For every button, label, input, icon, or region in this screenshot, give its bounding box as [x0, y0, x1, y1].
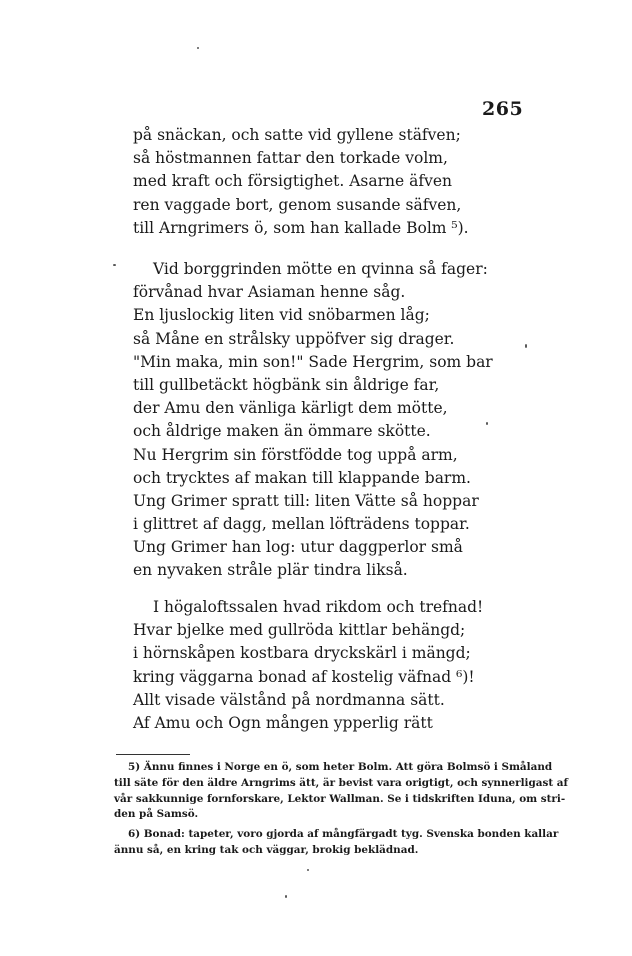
verse-line: i glittret af dagg, mellan löfträdens toppar. [133, 515, 470, 534]
verse-line: en nyvaken stråle plär tindra likså. [133, 561, 408, 580]
stanza-3 [133, 596, 513, 735]
verse-line: så Måne en strålsky uppöfver sig drager. [133, 329, 455, 348]
verse-line: kring väggarna bonad af kostelig väfnad ⁶)! [133, 667, 475, 686]
print-speck [113, 264, 116, 266]
footnote-line: vår sakkunnige fornforskare, Lektor Wallman. Se i tidskriften Iduna, om stri- [114, 792, 566, 805]
verse-line: En ljuslockig liten vid snöbarmen låg; [133, 306, 430, 325]
verse-line: Nu Hergrim sin förstfödde tog uppå arm, [133, 445, 458, 464]
verse-line: Allt visade välstånd på nordmanna sätt. [133, 690, 445, 709]
stanza-1 [133, 124, 513, 240]
footnote-line: den på Samsö. [114, 808, 199, 821]
footnote-5 [114, 760, 568, 823]
verse-line: förvånad hvar Asiaman henne såg. [133, 283, 406, 302]
stanza-2 [133, 258, 513, 583]
verse-line: och åldrige maken än ömmare skötte. [133, 422, 431, 441]
verse-line: "Min maka, min son!" Sade Hergrim, som bar [133, 352, 493, 371]
verse-line: I högaloftssalen hvad rikdom och trefnad! [153, 598, 484, 616]
verse-line: till Arngrimers ö, som han kallade Bolm ⁵). [133, 218, 469, 237]
verse-line: Vid borggrinden mötte en qvinna så fager: [153, 260, 488, 278]
footnote-line: ännu så, en kring tak och väggar, brokig beklädnad. [114, 843, 419, 856]
footnote-6 [114, 827, 559, 859]
verse-line: Ung Grimer spratt till: liten Vätte så hoppar [133, 491, 479, 510]
verse-line: Hvar bjelke med gullröda kittlar behängd; [133, 621, 466, 640]
print-speck [486, 422, 488, 425]
footnotes [114, 760, 568, 859]
verse-line: på snäckan, och satte vid gyllene stäfven; [133, 126, 461, 144]
page-number: 265 [482, 98, 524, 120]
footnote-line: 5) Ännu finnes i Norge en ö, som heter Bolm. Att göra Bolmsö i Småland [128, 761, 553, 773]
print-speck [285, 895, 287, 898]
verse-line: ren vaggade bort, genom susande säfven, [133, 195, 462, 214]
footnote-line: till säte för den äldre Arngrims ätt, är bevist vara origtigt, och synnerligast af [114, 776, 568, 789]
verse-line: i hörnskåpen kostbara dryckskärl i mängd; [133, 644, 471, 663]
print-speck [307, 869, 309, 871]
footnote-line: 6) Bonad: tapeter, voro gjorda af mångfärgadt tyg. Svenska bonden kallar [128, 828, 559, 841]
verse-line: Af Amu och Ogn mången ypperlig rätt [133, 713, 433, 732]
footnote-divider [116, 754, 190, 755]
verse-line: och trycktes af makan till klappande barm. [133, 468, 471, 487]
verse-line: till gullbetäckt högbänk sin åldrige far, [133, 375, 440, 394]
print-speck [197, 47, 199, 49]
verse-line: Ung Grimer han log: utur daggperlor små [133, 538, 463, 557]
verse-line: så höstmannen fattar den torkade volm, [133, 149, 448, 168]
verse-line: med kraft och försigtighet. Asarne äfven [133, 172, 453, 191]
print-speck [525, 344, 527, 348]
verse-line: der Amu den vänliga kärligt dem mötte, [133, 399, 448, 418]
